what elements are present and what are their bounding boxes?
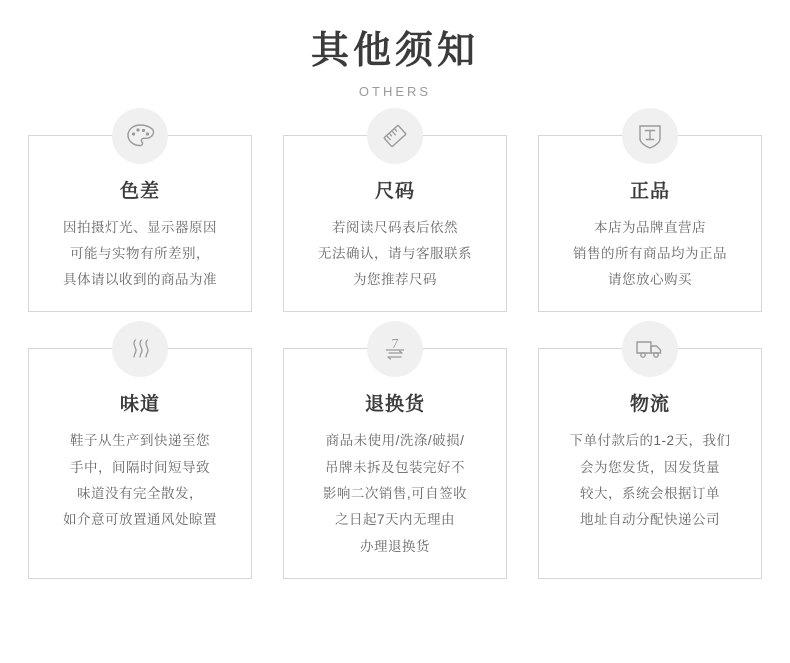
page-header [0, 0, 790, 99]
card-line: 可能与实物有所差别， [70, 245, 210, 261]
color-palette-icon [112, 108, 168, 164]
card-line: 因拍摄灯光、显示器原因 [63, 219, 217, 235]
ruler-icon [367, 108, 423, 164]
card-line: 本店为品牌直营店 [594, 219, 706, 235]
notice-card-size [283, 135, 507, 313]
card-body [551, 428, 749, 533]
card-line: 具体请以收到的商品为准 [63, 272, 217, 288]
return-exchange-icon [367, 321, 423, 377]
notice-card-odor [28, 348, 252, 579]
card-line: 下单付款后的1-2天，我们 [569, 433, 731, 449]
notice-card-authentic [538, 135, 762, 313]
card-title: 味道 [119, 394, 160, 416]
card-line: 较大，系统会根据订单 [580, 486, 720, 502]
card-line: 若阅读尺码表后依然 [332, 219, 458, 235]
card-line: 商品未使用/洗涤/破损/ [325, 433, 465, 449]
card-line: 影响二次销售,可自签收 [322, 486, 468, 502]
odor-steam-icon [112, 321, 168, 377]
card-body [296, 428, 494, 560]
card-title: 退换货 [364, 394, 425, 416]
page-subtitle: OTHERS [358, 83, 432, 99]
card-line: 鞋子从生产到快递至您 [70, 433, 210, 449]
notice-card-logistics [538, 348, 762, 579]
card-line: 如介意可放置通风处晾置 [63, 512, 217, 528]
svg-text:7: 7 [391, 337, 399, 353]
card-line: 味道没有完全散发， [77, 486, 203, 502]
card-title: 色差 [119, 180, 160, 202]
notice-card-color [28, 135, 252, 313]
notice-card-grid [0, 135, 790, 580]
card-line: 地址自动分配快递公司 [580, 512, 720, 528]
card-title: 物流 [629, 394, 670, 416]
card-body [551, 215, 749, 294]
card-body [41, 428, 239, 533]
card-body [41, 215, 239, 294]
card-line: 为您推荐尺码 [353, 272, 437, 288]
card-line: 吊牌未拆及包装完好不 [325, 459, 465, 475]
card-line: 会为您发货，因发货量 [580, 459, 720, 475]
card-line: 无法确认，请与客服联系 [318, 245, 472, 261]
authentic-shield-icon [622, 108, 678, 164]
notice-card-return [283, 337, 507, 579]
card-body [296, 215, 494, 294]
card-line: 请您放心购买 [608, 272, 692, 288]
card-line: 之日起7天内无理由 [334, 512, 455, 528]
card-title: 正品 [629, 180, 670, 202]
card-title: 尺码 [374, 180, 415, 202]
page-title: 其他须知 [310, 30, 479, 72]
card-line: 销售的所有商品均为正品 [573, 245, 727, 261]
card-line: 手中，间隔时间短导致 [70, 459, 210, 475]
delivery-truck-icon [622, 321, 678, 377]
card-line: 办理退换货 [360, 538, 430, 554]
